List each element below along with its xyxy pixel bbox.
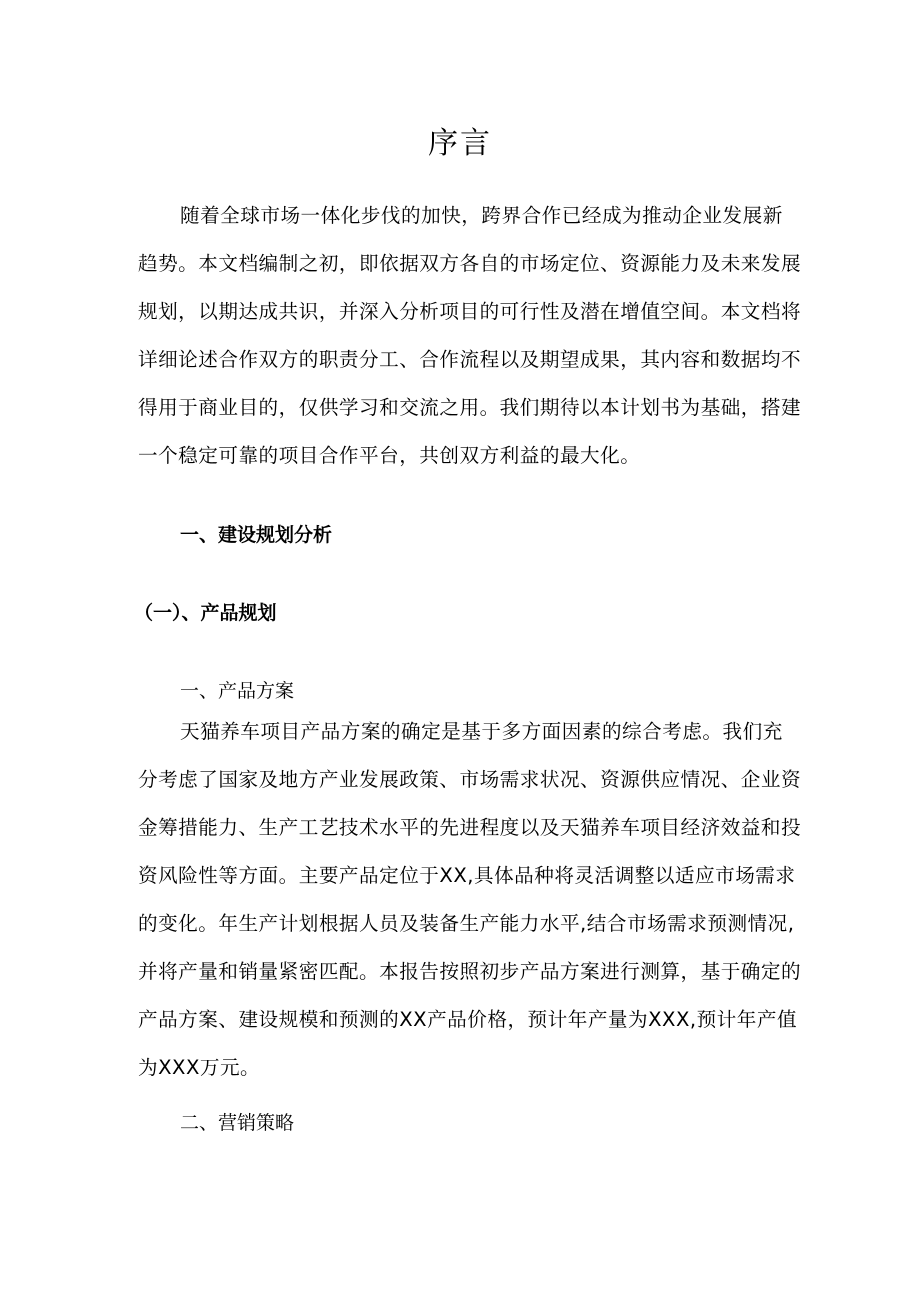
preface-line: 随着全球市场一体化步伐的加快，跨界合作已经成为推动企业发展新 — [180, 204, 783, 227]
page-title: 序言 — [428, 126, 492, 161]
paragraph-line: 为XXX万元。 — [138, 1056, 261, 1079]
item-heading: 二、营销策略 — [180, 1112, 295, 1134]
preface-line: 规划，以期达成共识，并深入分析项目的可行性及潜在增值空间。本文档将 — [138, 300, 802, 323]
paragraph-line: 产品方案、建设规模和预测的XX产品价格，预计年产量为XXX,预计年产值 — [138, 1008, 798, 1031]
preface-line: 趋势。本文档编制之初，即依据双方各自的市场定位、资源能力及未来发展 — [138, 252, 802, 275]
paragraph-line: 分考虑了国家及地方产业发展政策、市场需求状况、资源供应情况、企业资 — [138, 768, 802, 791]
paragraph-line: 金筹措能力、生产工艺技术水平的先进程度以及天猫养车项目经济效益和投 — [138, 816, 802, 839]
paragraph-line: 并将产量和销量紧密匹配。本报告按照初步产品方案进行测算，基于确定的 — [138, 960, 802, 983]
preface-line: 详细论述合作双方的职责分工、合作流程以及期望成果，其内容和数据均不 — [138, 348, 802, 371]
paragraph-line: 天猫养车项目产品方案的确定是基于多方面因素的综合考虑。我们充 — [180, 720, 783, 743]
item-heading: 一、产品方案 — [180, 680, 295, 702]
subsection-heading: （一）、产品规划 — [134, 602, 277, 624]
paragraph-line: 资风险性等方面。主要产品定位于XX,具体品种将灵活调整以适应市场需求 — [138, 864, 796, 887]
preface-line: 一个稳定可靠的项目合作平台，共创双方利益的最大化。 — [138, 444, 641, 467]
paragraph-line: 的变化。年生产计划根据人员及装备生产能力水平,结合市场需求预测情况, — [138, 912, 795, 935]
section-heading: 一、建设规划分析 — [180, 524, 333, 546]
preface-line: 得用于商业目的，仅供学习和交流之用。我们期待以本计划书为基础，搭建 — [138, 396, 802, 419]
